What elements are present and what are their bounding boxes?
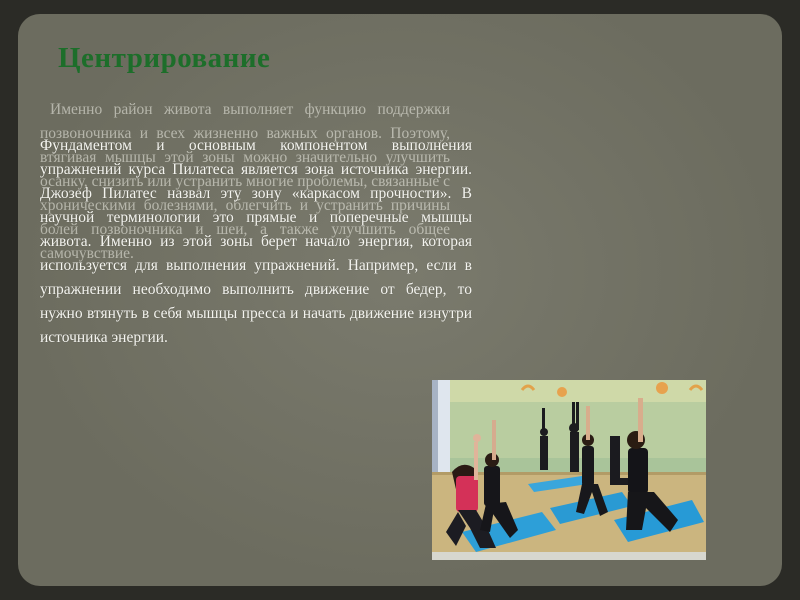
slide-title: Центрирование [58,42,271,74]
body-text-overlapped: Именно район живота выполняет функцию поддержки позвоночника и всех жизненно важных органов. Поэтому, втягивая мышцы этой зоны можно значительно улучшить осанку, снизить или устранить многие проблемы, связанные с хроническими болезнями, облегчить и устранить причины болей позвоночника и шеи, а также улучшить общее самочувствие. [40,101,450,262]
photo-bottom-rule [432,552,706,560]
pilates-class-photo [432,380,706,552]
slide [18,14,782,586]
body-text: Фундаментом и основным компонентом выполнения упражнений курса Пилатеса является зона источника энергии. Джозеф Пилатес назвал эту зону «каркасом прочности». В научной терминологии это прямые и поперечные мышцы живота. Именно из этой зоны берет начало энергия, которая используется для выполнения упражнений. Например, если в упражнении необходимо выполнить движение от бедер, то нужно втянуть в себя мышцы пресса и начать движение изнутри источника энергии. [40,137,472,346]
